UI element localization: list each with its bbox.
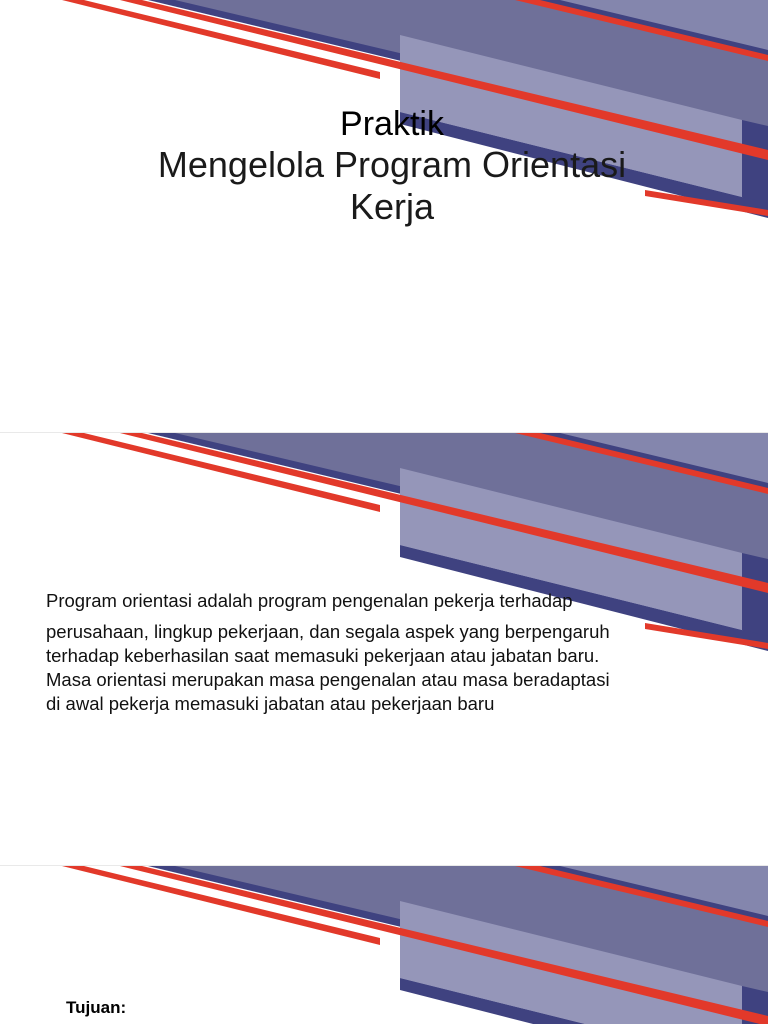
objective-label: Tujuan:: [66, 998, 127, 1017]
definition-paragraph: [46, 589, 706, 716]
slide-title: [0, 0, 768, 432]
slide-subtitle-line-1: Mengelola Program Orientasi: [157, 144, 627, 185]
definition-line: di awal pekerja memasuki jabatan atau pekerjaan baru: [46, 693, 495, 714]
slide-objective: [0, 866, 768, 1024]
title-block: [0, 104, 768, 228]
definition-line: terhadap keberhasilan saat memasuki pekerjaan atau jabatan baru.: [46, 645, 600, 666]
definition-line: Program orientasi adalah program pengenalan pekerja terhadap: [46, 590, 573, 611]
definition-line: Masa orientasi merupakan masa pengenalan atau masa beradaptasi: [46, 669, 610, 690]
definition-line: perusahaan, lingkup pekerjaan, dan segala aspek yang berpengaruh: [46, 621, 610, 642]
slide-definition: [0, 433, 768, 865]
slide-subtitle-line-2: Kerja: [349, 186, 435, 227]
slide-heading: Praktik: [340, 105, 444, 143]
